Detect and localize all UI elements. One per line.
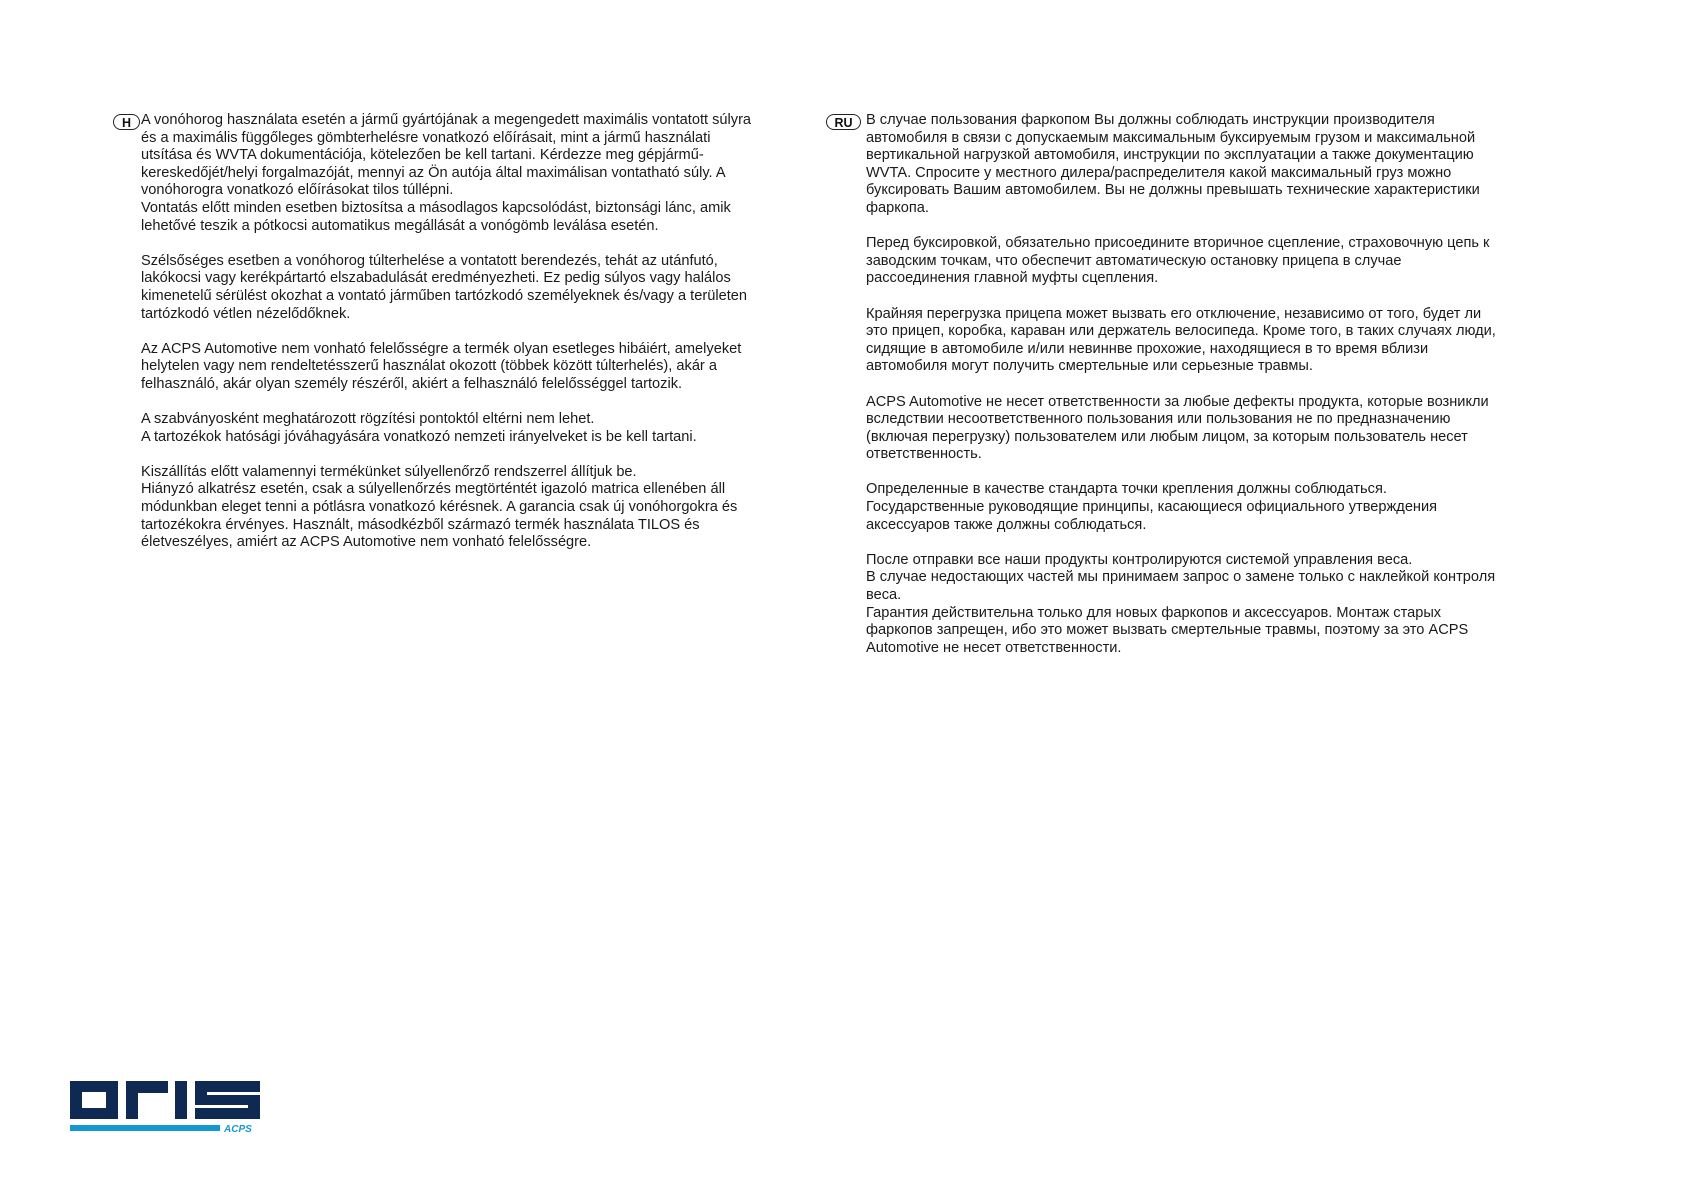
text-line: Гарантия действительна только для новых фаркопов и аксессуаров. Монтаж старых [866, 604, 1442, 621]
text-line: Государственные руководящие принципы, касающиеся официального утверждения [866, 499, 1438, 516]
russian-section [826, 112, 1529, 675]
logo-acps-text: ACPS [224, 1124, 252, 1135]
language-badge-hungarian: H [113, 114, 140, 130]
ru-paragraph-2 [866, 235, 1529, 288]
text-line: Hiányzó alkatrész esetén, csak a súlyellenőrzés megtörténtét igazoló matrica ellenében áll [141, 481, 726, 498]
text-line: és a maximális függőleges gömbterhelésre vonatkozó előírásait, mint a jármű használati [141, 129, 711, 146]
text-line: Szélsőséges esetben a vonóhorog túlterhelése a vontatott berendezés, tehát az utánfutó, [141, 252, 718, 269]
text-line: Перед буксировкой, обязательно присоедините вторичное сцепление, страховочную цепь к [866, 235, 1490, 252]
text-line: аксессуаров также должны соблюдаться. [866, 516, 1147, 533]
ru-paragraph-6 [866, 552, 1529, 658]
text-line: заводским точкам, что обеспечит автоматическую остановку прицепа в случае [866, 252, 1402, 269]
text-line: автомобиля в связи с допускаемым максимальным буксируемым грузом и максимальной [866, 129, 1476, 146]
oris-acps-logo [64, 1075, 264, 1147]
text-line: felhasználó, akár olyan személy részéről, akiért a felhasználó felelősséggel tartozik. [141, 375, 683, 392]
text-line: В случае пользования фаркопом Вы должны соблюдать инструкции производителя [866, 112, 1435, 128]
logo-letter-s [195, 1081, 260, 1119]
hu-paragraph-1 [141, 112, 811, 235]
hungarian-text [141, 112, 811, 552]
language-badge-russian: RU [826, 114, 861, 130]
text-line: vonóhorogra vonatkozó előírásokat tilos túllépni. [141, 182, 454, 199]
logo-letter-r [126, 1081, 168, 1119]
hungarian-section [113, 112, 811, 569]
text-line: lehetővé teszik a pótkocsi automatikus megállását a vonógömb leválása esetén. [141, 217, 659, 234]
text-line: tartozékokra érvényes. Használt, másodkézből származó termék használata TILOS és [141, 516, 700, 533]
ru-paragraph-1 [866, 112, 1529, 218]
hu-paragraph-3 [141, 341, 811, 394]
text-line: helytelen vagy nem rendeltetésszerű használat okozott (többek között túlterhelés), akár a [141, 358, 717, 375]
text-line: это прицеп, коробка, караван или держатель велосипеда. Кроме того, в таких случаях люди, [866, 323, 1496, 340]
text-line: рассоединения главной муфты сцепления. [866, 270, 1159, 287]
text-line: életveszélyes, amiért az ACPS Automotive nem vonható felelősségre. [141, 534, 592, 551]
ru-paragraph-4 [866, 394, 1529, 464]
ru-paragraph-5 [866, 481, 1529, 534]
text-line: Крайняя перегрузка прицепа может вызвать его отключение, независимо от того, будет ли [866, 305, 1482, 322]
text-line: Automotive не несет ответственности. [866, 639, 1122, 656]
text-line: kimenetelű sérülést okozhat a vontató járműben tartózkodó személyeknek és/vagy a területen [141, 287, 747, 304]
hu-paragraph-2 [141, 253, 811, 323]
text-line: lakókocsi vagy kerékpártartó elszabadulását eredményezheti. Ez pedig súlyos vagy halálos [141, 270, 731, 287]
russian-text [866, 112, 1529, 657]
text-line: Kiszállítás előtt valamennyi termékünket súlyellenőrző rendszerrel állítjuk be. [141, 463, 637, 480]
text-line: (включая перегрузку) пользователем или любым лицом, за которым пользователь несет [866, 428, 1468, 445]
text-line: автомобиля могут получить смертельные или серьезные травмы. [866, 358, 1313, 375]
text-line: В случае недостающих частей мы принимаем запрос о замене только с наклейкой контроля [866, 569, 1496, 586]
text-line: фаркопов запрещен, ибо это может вызвать смертельные травмы, поэтому за это ACPS [866, 622, 1469, 639]
text-line: A szabványosként meghatározott rögzítési pontoktól eltérni nem lehet. [141, 411, 595, 428]
text-line: вследствии несоответственного пользования или пользования не по предназначению [866, 411, 1451, 428]
text-line: буксировать Вашим автомобилем. Вы не должны превышать технические характеристики [866, 182, 1480, 199]
text-line: utsítása és WVTA dokumentációja, kötelezően be kell tartani. Kérdezze meg gépjármű- [141, 147, 704, 164]
text-line: сидящие в автомобиле и/или невиннве прохожие, находящиеся в то время вблизи [866, 340, 1429, 357]
text-line: kereskedőjét/helyi forgalmazóját, mennyi az Ön autója által maximálisan vontatható súly. A [141, 164, 726, 181]
text-line: A tartozékok hatósági jóváhagyására vonatkozó nemzeti irányelveket is be kell tartani. [141, 428, 697, 445]
logo-letter-i [175, 1081, 187, 1119]
hu-paragraph-5 [141, 464, 811, 552]
text-line: tartózkodó vétlen nézelődőknek. [141, 305, 351, 322]
text-line: WVTA. Спросите у местного дилера/распределителя какой максимальный груз можно [866, 164, 1452, 181]
text-line: фаркопа. [866, 199, 929, 216]
text-line: ACPS Automotive не несет ответственности за любые дефекты продукта, которые возникли [866, 393, 1489, 410]
text-line: Az ACPS Automotive nem vonható felelősségre a termék olyan esetleges hibáiért, amelyeket [141, 340, 742, 357]
logo-letter-o [70, 1081, 118, 1119]
text-line: A vonóhorog használata esetén a jármű gyártójának a megengedett maximális vontatott súlyra [141, 112, 752, 128]
text-line: módunkban eleget tenni a pótlásra vonatkozó kérésnek. A garancia csak új vonóhorgokra és [141, 499, 738, 516]
text-line: Vontatás előtt minden esetben biztosítsa a másodlagos kapcsolódást, biztonsági lánc, amik [141, 199, 731, 216]
hu-paragraph-4 [141, 411, 811, 446]
text-line: После отправки все наши продукты контролируются системой управления веса. [866, 551, 1413, 568]
text-line: ответственность. [866, 446, 982, 463]
logo-underline-bar [70, 1125, 220, 1131]
text-line: Определенные в качестве стандарта точки крепления должны соблюдаться. [866, 481, 1387, 498]
text-line: веса. [866, 587, 902, 604]
ru-paragraph-3 [866, 306, 1529, 376]
text-line: вертикальной нагрузкой автомобиля, инструкции по эксплуатации а также документацию [866, 147, 1474, 164]
